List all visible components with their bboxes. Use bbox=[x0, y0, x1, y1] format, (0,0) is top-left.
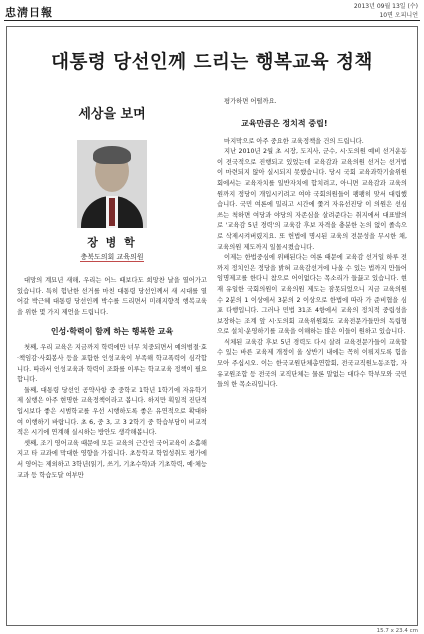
paragraph: 첫째, 우리 교육은 지금까지 학력에만 너무 치중되면서 예의범절·효·책임감·사회봉사 등을 포함한 인성교육이 부족해 학교폭력이 심각합니다. 따라서 인성교육과 학력이 조화를 이루는 학교교육 정책이 필요합니다. bbox=[17, 344, 207, 384]
left-intro: 대망의 계묘년 새해, 우리는 어느 때보다도 희망찬 날을 열어가고 있습니다. 특히 험난한 선거를 마친 대통령 당선인께서 새 시대를 열어갈 박근혜 대통령 당선인께 박수를 드리면서 미래지향적 행복교육을 위한 몇 가지 제언을 드립니다. bbox=[17, 277, 207, 316]
page-footnote: 15.7 x 23.4 cm bbox=[376, 628, 418, 634]
author-name: 장 병 학 bbox=[87, 236, 137, 249]
right-intro: 평가하면 어떨까요. bbox=[224, 98, 277, 105]
paragraph: 마지막으로 아주 중요한 교육정책을 건의 드립니다. bbox=[224, 137, 364, 145]
right-subheading: 교육만큼은 정치적 중립! bbox=[241, 118, 328, 128]
right-body bbox=[217, 137, 407, 615]
left-body bbox=[17, 343, 207, 595]
article-headline: 대통령 당선인께 드리는 행복교육 정책 bbox=[51, 52, 373, 73]
author-photo bbox=[77, 140, 147, 228]
article-frame bbox=[6, 26, 418, 626]
column-title: 세상을 보며 bbox=[78, 107, 146, 122]
left-subheading: 인성·학력이 함께 하는 행복한 교육 bbox=[50, 327, 174, 337]
left-column bbox=[17, 97, 207, 595]
paragraph: 셋째, 조기 영어교육 때문에 모든 교육의 근간인 국어교육이 소홀해지고 타 교과에 막대한 영향을 가집니다. 초등학교 학업성취도 평가에서 영어는 제외하고 3학년(읽기, 쓰기, 기초수학)과 기초학력, 예·체능 교과 등 학습도달 여부만 bbox=[17, 439, 207, 479]
issue-info bbox=[354, 2, 418, 20]
issue-page: 10면 오피니언 bbox=[379, 12, 418, 19]
paragraph: 지난 2010년 2월 초 시장, 도지사, 군수, 시·도의원 예비 선거운동이 전국적으로 진행되고 있었는데 교육감과 교육의원 선거는 선거법이 마련되지 않아 실시되지 못했습니다. 당시 국회 교육과학기술위원회에서는 교육자치를 일반자치에 합치려고, 아니면 교육감과 교육의원까지 정당이 개입시키려고 여야 국회의원들이 팽팽히 맞서 대립했습니다. 국민 여론에 밀리고 시간에 쫓겨 자유선진당 이 의원은 선심 쓰는 척하면 여당과 야당의 자존심을 살려준다는 취지에서 대표발의로 '교육감 5년 경력'의 교육감 후보 자격을 충분한 논의 없이 졸속으로 삭제시켜버렸지요. 또 헌법에 명시된 교육의 전문성을 무시한 채, 교육의원 제도까지 일몰시켰습니다. bbox=[217, 148, 407, 251]
newspaper-masthead: 忠淸日報 bbox=[5, 6, 53, 19]
issue-date: 2013년 09월 13일 (수) bbox=[353, 3, 418, 10]
paragraph: 이제는 한법중심에 위배된다는 여론 때문에 교육감 선거일 하루 전까지 정치인은 정당을 밝혀 교육감선거에 나올 수 있는 법까지 만들어 임명제고를 한다니 참으로 어이없다는 목소리가 들끓고 있습니다. 현재 유일한 국회의원이 교육의원 제도는 잠못되었으니 지금 교육의원 수 2분의 1 이상에서 3분의 2 이상으로 한법에 따라 가 준비협을 심포 다행입니다. 그러나 민법 31조 4항에서 교육의 정치적 중립성을 보장하는 조계 앞 시·도의회 교육위원회도 교육전문가들만의 독립형으로 설치·운영하기를 교육을 이해하는 많은 이들이 원하고 있습니다. bbox=[217, 254, 407, 336]
author-role: 충북도의회 교육의원 bbox=[80, 253, 144, 261]
paragraph: 둘째, 대통령 당선인 공약사항 중 중학교 1학년 1학기에 자유학기제 실행은 아주 현명한 교육정책이라고 봅니다. 하지만 획일적 진단적 입시보다 좋은 시범학교를 우선 시행하도록 좋은 유연적으로 확대하여 이행하기 바랍니다. 초 6, 중 3, 고 3 2학기 중 학습부담이 비교적 적은 시기에 연계해 실시하는 방안도 생각해봅니다. bbox=[17, 386, 207, 437]
paragraph: 식체된 교육감 후보 5년 경력도 다시 살려 교육전문가들이 교육할 수 있는 바른 교육제 개정이 올 상반기 내에는 꼭히 이뤄지도록 힘을 모아 주십시오. 이는 한국교원단체총연합회, 전국교직원노동조합, 자유교원조합 등 전국의 교직단체는 물론 말없는 대다수 학부모와 국민들의 한 목소리입니다. bbox=[217, 338, 407, 389]
masthead-rule bbox=[4, 20, 420, 21]
right-column bbox=[217, 97, 407, 615]
